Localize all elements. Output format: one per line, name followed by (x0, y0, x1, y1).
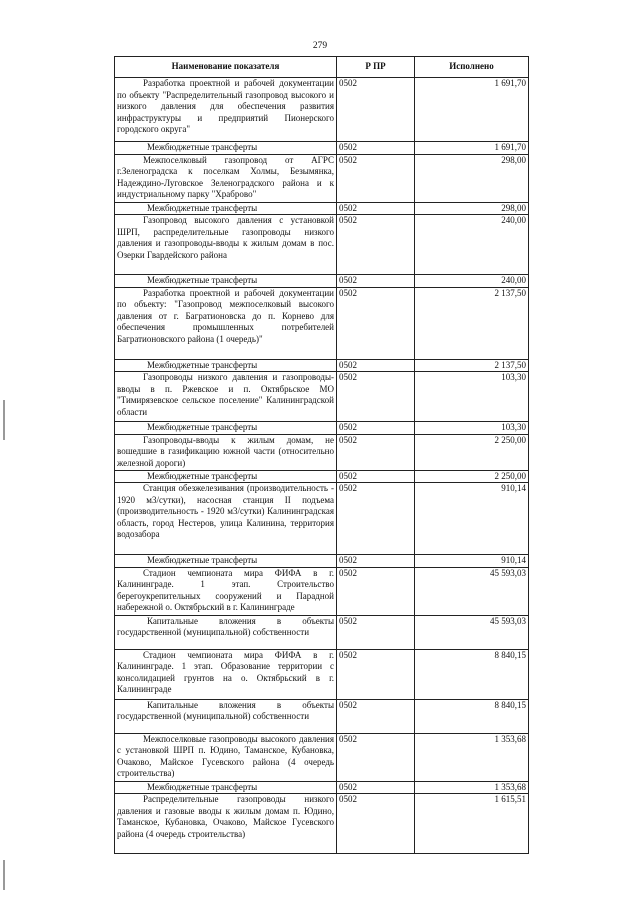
row-value: 1 615,51 (415, 794, 529, 854)
row-code: 0502 (337, 470, 415, 483)
table-row (115, 78, 529, 142)
table-row (115, 781, 529, 794)
row-name: Капитальные вложения в объекты государственной (муниципальной) собственности (117, 615, 334, 637)
table-row (115, 202, 529, 215)
row-code: 0502 (337, 142, 415, 155)
row-value: 910,14 (415, 555, 529, 568)
row-value: 103,30 (415, 422, 529, 435)
row-name: Разработка проектной и рабочей документации по объекту "Распределительный газопровод высокого и низкого давления для обеспечения развития инфраструктуры и предприятий Пионерского городского округа" (117, 78, 334, 134)
row-value: 2 250,00 (415, 470, 529, 483)
row-value: 240,00 (415, 215, 529, 275)
row-code: 0502 (337, 215, 415, 275)
row-value: 8 840,15 (415, 649, 529, 699)
row-value: 1 691,70 (415, 78, 529, 142)
table-row (115, 699, 529, 733)
row-value: 2 137,50 (415, 359, 529, 372)
row-name-cell (115, 287, 337, 359)
row-name: Стадион чемпионата мира ФИФА в г. Калининграде. 1 этап. Строительство берегоукрепительных сооружений и Парадной набережной о. Октябрьский в г. Калининграде (117, 567, 334, 612)
row-name-cell (115, 434, 337, 470)
header-rpr: Р ПР (337, 57, 415, 78)
row-code: 0502 (337, 794, 415, 854)
row-name-cell (115, 781, 337, 794)
row-code: 0502 (337, 287, 415, 359)
row-name: Разработка проектной и рабочей документации по объекту: "Газопровод межпоселковый высокого давления от г. Багратионовска до п. Корнево для обеспечения промышленных потребителей Багратионовского района (1 очередь)" (117, 287, 334, 344)
report-table (114, 56, 529, 854)
row-name: Межбюджетные трансферты (147, 359, 258, 370)
row-value: 103,30 (415, 372, 529, 422)
table-header-row (115, 57, 529, 78)
row-name: Газопроводы низкого давления и газопроводы-вводы в п. Ржевское и п. Октябрьское МО "Тимирязевское сельское поселение" Калининградской области (117, 372, 334, 417)
row-code: 0502 (337, 372, 415, 422)
row-name-cell (115, 215, 337, 275)
row-code: 0502 (337, 555, 415, 568)
table-row (115, 215, 529, 275)
row-name: Газопровод высокого давления с установкой ШРП, распределительные газопроводы низкого давления и газопроводы-вводы к жилым домам в пос. Озерки Гвардейского района (117, 215, 334, 260)
table-row (115, 615, 529, 649)
row-code: 0502 (337, 615, 415, 649)
scan-edge-mark (3, 400, 5, 440)
row-name-cell (115, 154, 337, 202)
row-code: 0502 (337, 434, 415, 470)
row-name: Межбюджетные трансферты (147, 470, 258, 481)
row-name-cell (115, 733, 337, 781)
table-row (115, 555, 529, 568)
table-row (115, 567, 529, 615)
row-name-cell (115, 372, 337, 422)
row-name: Стадион чемпионата мира ФИФА в г. Калининграде. 1 этап. Образование территории с консолидацией грунтов на о. Октябрьский в г. Калининграде (117, 649, 334, 694)
row-name: Межбюджетные трансферты (147, 555, 258, 565)
row-name: Капитальные вложения в объекты государственной (муниципальной) собственности (117, 699, 334, 721)
table-row (115, 359, 529, 372)
row-name-cell (115, 483, 337, 555)
row-name-cell (115, 202, 337, 215)
row-code: 0502 (337, 699, 415, 733)
row-value: 1 691,70 (415, 142, 529, 155)
row-name-cell (115, 359, 337, 372)
row-value: 1 353,68 (415, 733, 529, 781)
row-name-cell (115, 470, 337, 483)
row-name-cell (115, 555, 337, 568)
row-name-cell (115, 615, 337, 649)
row-code: 0502 (337, 733, 415, 781)
row-name-cell (115, 142, 337, 155)
table-body (115, 78, 529, 854)
row-code: 0502 (337, 154, 415, 202)
row-value: 1 353,68 (415, 781, 529, 794)
row-value: 2 137,50 (415, 287, 529, 359)
row-name-cell (115, 699, 337, 733)
row-name-cell (115, 422, 337, 435)
row-name-cell (115, 567, 337, 615)
row-value: 45 593,03 (415, 615, 529, 649)
table-row (115, 733, 529, 781)
header-name: Наименование показателя (115, 57, 337, 78)
row-value: 240,00 (415, 275, 529, 288)
page-number: 279 (312, 41, 328, 51)
row-code: 0502 (337, 422, 415, 435)
table-row (115, 422, 529, 435)
row-code: 0502 (337, 202, 415, 215)
table-row (115, 470, 529, 483)
header-done: Исполнено (415, 57, 529, 78)
row-name: Межбюджетные трансферты (147, 202, 258, 213)
row-name-cell (115, 275, 337, 288)
table-row (115, 794, 529, 854)
table-row (115, 372, 529, 422)
table-row (115, 275, 529, 288)
row-code: 0502 (337, 649, 415, 699)
table-row (115, 434, 529, 470)
row-name: Межбюджетные трансферты (147, 422, 258, 432)
scan-edge-mark (3, 860, 5, 890)
row-name-cell (115, 794, 337, 854)
row-name: Станция обезжелезивания (производительность - 1920 м3/сутки), насосная станция II подъема (производительность - 1920 м3/сутки) Калининградская область, город Нестеров, улица Калинина, территория водозабора (117, 483, 334, 539)
table-row (115, 649, 529, 699)
row-name: Межбюджетные трансферты (147, 275, 258, 285)
row-value: 2 250,00 (415, 434, 529, 470)
row-name-cell (115, 649, 337, 699)
row-code: 0502 (337, 567, 415, 615)
row-name: Межпоселковые газопроводы высокого давления с установкой ШРП п. Юдино, Таманское, Кубановка, Очаково, Майское Гусевского района (4 очередь строительства) (117, 733, 334, 778)
row-value: 8 840,15 (415, 699, 529, 733)
table-row (115, 142, 529, 155)
row-code: 0502 (337, 78, 415, 142)
row-code: 0502 (337, 275, 415, 288)
row-code: 0502 (337, 781, 415, 794)
row-value: 298,00 (415, 154, 529, 202)
row-value: 45 593,03 (415, 567, 529, 615)
row-code: 0502 (337, 359, 415, 372)
table-row (115, 154, 529, 202)
row-value: 298,00 (415, 202, 529, 215)
row-name: Межпоселковый газопровод от АГРС г.Зеленоградска к поселкам Холмы, Безымянка, Надеждино-Луговское Зеленоградского района и к индустриальному парку "Храброво" (117, 154, 334, 199)
row-name: Газопроводы-вводы к жилым домам, не вошедшие в газификацию южной части (относительно железной дороги) (117, 434, 334, 468)
row-value: 910,14 (415, 483, 529, 555)
row-name: Межбюджетные трансферты (147, 142, 258, 152)
row-code: 0502 (337, 483, 415, 555)
row-name: Распределительные газопроводы низкого давления и газовые вводы к жилым домам п. Юдино, Таманское, Кубановка, Очаково, Майское Гусевского района (4 очередь строительства) (117, 794, 334, 839)
row-name: Межбюджетные трансферты (147, 781, 258, 792)
table-row (115, 483, 529, 555)
table-row (115, 287, 529, 359)
row-name-cell (115, 78, 337, 142)
